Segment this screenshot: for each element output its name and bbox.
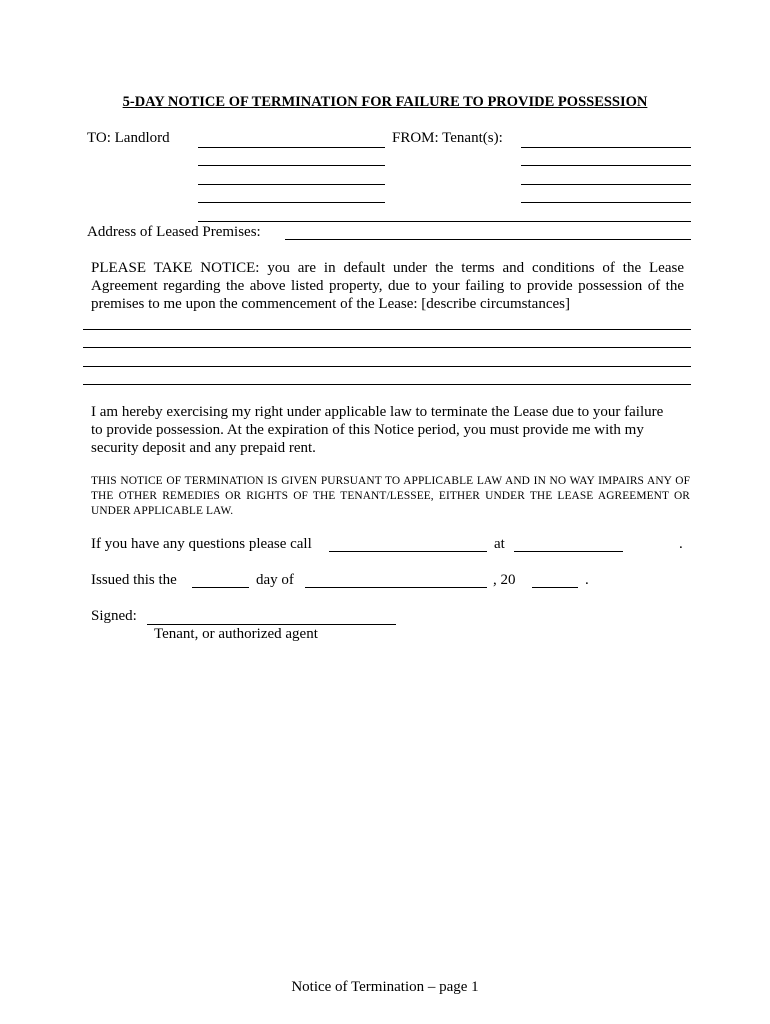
- address-label: Address of Leased Premises:: [87, 224, 261, 240]
- termination-line-3: security deposit and any prepaid rent.: [91, 440, 316, 456]
- landlord-line-3[interactable]: [198, 184, 385, 185]
- circumstances-line-3[interactable]: [83, 366, 691, 367]
- landlord-line-1[interactable]: [198, 147, 385, 148]
- address-line[interactable]: [285, 239, 691, 240]
- issued-month-line[interactable]: [305, 587, 487, 588]
- time-line[interactable]: [514, 551, 623, 552]
- questions-period: .: [679, 536, 683, 552]
- phone-line[interactable]: [329, 551, 487, 552]
- year-prefix: , 20: [493, 572, 516, 588]
- tenant-line-2[interactable]: [521, 165, 691, 166]
- page-title: 5-DAY NOTICE OF TERMINATION FOR FAILURE TO PROVIDE POSSESSION: [122, 94, 648, 110]
- circumstances-line-1[interactable]: [83, 329, 691, 330]
- signer-caption: Tenant, or authorized agent: [154, 626, 318, 642]
- at-label: at: [494, 536, 505, 552]
- issued-day-line[interactable]: [192, 587, 249, 588]
- termination-line-2: to provide possession. At the expiration of this Notice period, you must provide me with my: [91, 422, 644, 438]
- circumstances-line-4[interactable]: [83, 384, 691, 385]
- issued-year-line[interactable]: [532, 587, 578, 588]
- tenant-line-4[interactable]: [521, 202, 691, 203]
- tenant-line-1[interactable]: [521, 147, 691, 148]
- page-footer: Notice of Termination – page 1: [291, 979, 479, 995]
- termination-line-1: I am hereby exercising my right under applicable law to terminate the Lease due to your failure: [91, 404, 664, 420]
- address-line-upper[interactable]: [198, 221, 691, 222]
- from-label: FROM: Tenant(s):: [392, 130, 503, 146]
- tenant-line-3[interactable]: [521, 184, 691, 185]
- signature-line[interactable]: [147, 624, 396, 625]
- signed-label: Signed:: [91, 608, 137, 624]
- legal-notice: THIS NOTICE OF TERMINATION IS GIVEN PURSUANT TO APPLICABLE LAW AND IN NO WAY IMPAIRS ANY OF THE OTHER REMEDIES OR RIGHTS OF THE TENANT/LESSEE, EITHER UNDER THE LEASE AGREEMENT OR UNDER APPLICABLE LAW.: [91, 475, 690, 517]
- issued-period: .: [585, 572, 589, 588]
- landlord-line-4[interactable]: [198, 202, 385, 203]
- issued-label: Issued this the: [91, 572, 177, 588]
- questions-label: If you have any questions please call: [91, 536, 312, 552]
- notice-paragraph: PLEASE TAKE NOTICE: you are in default under the terms and conditions of the Lease Agreement regarding the above listed property, due to your failing to provide possession of the premises to me upon the commencement of the Lease: [describe circumstances]: [91, 260, 684, 312]
- circumstances-line-2[interactable]: [83, 347, 691, 348]
- to-label: TO: Landlord: [87, 130, 170, 146]
- landlord-line-2[interactable]: [198, 165, 385, 166]
- day-of-label: day of: [256, 572, 294, 588]
